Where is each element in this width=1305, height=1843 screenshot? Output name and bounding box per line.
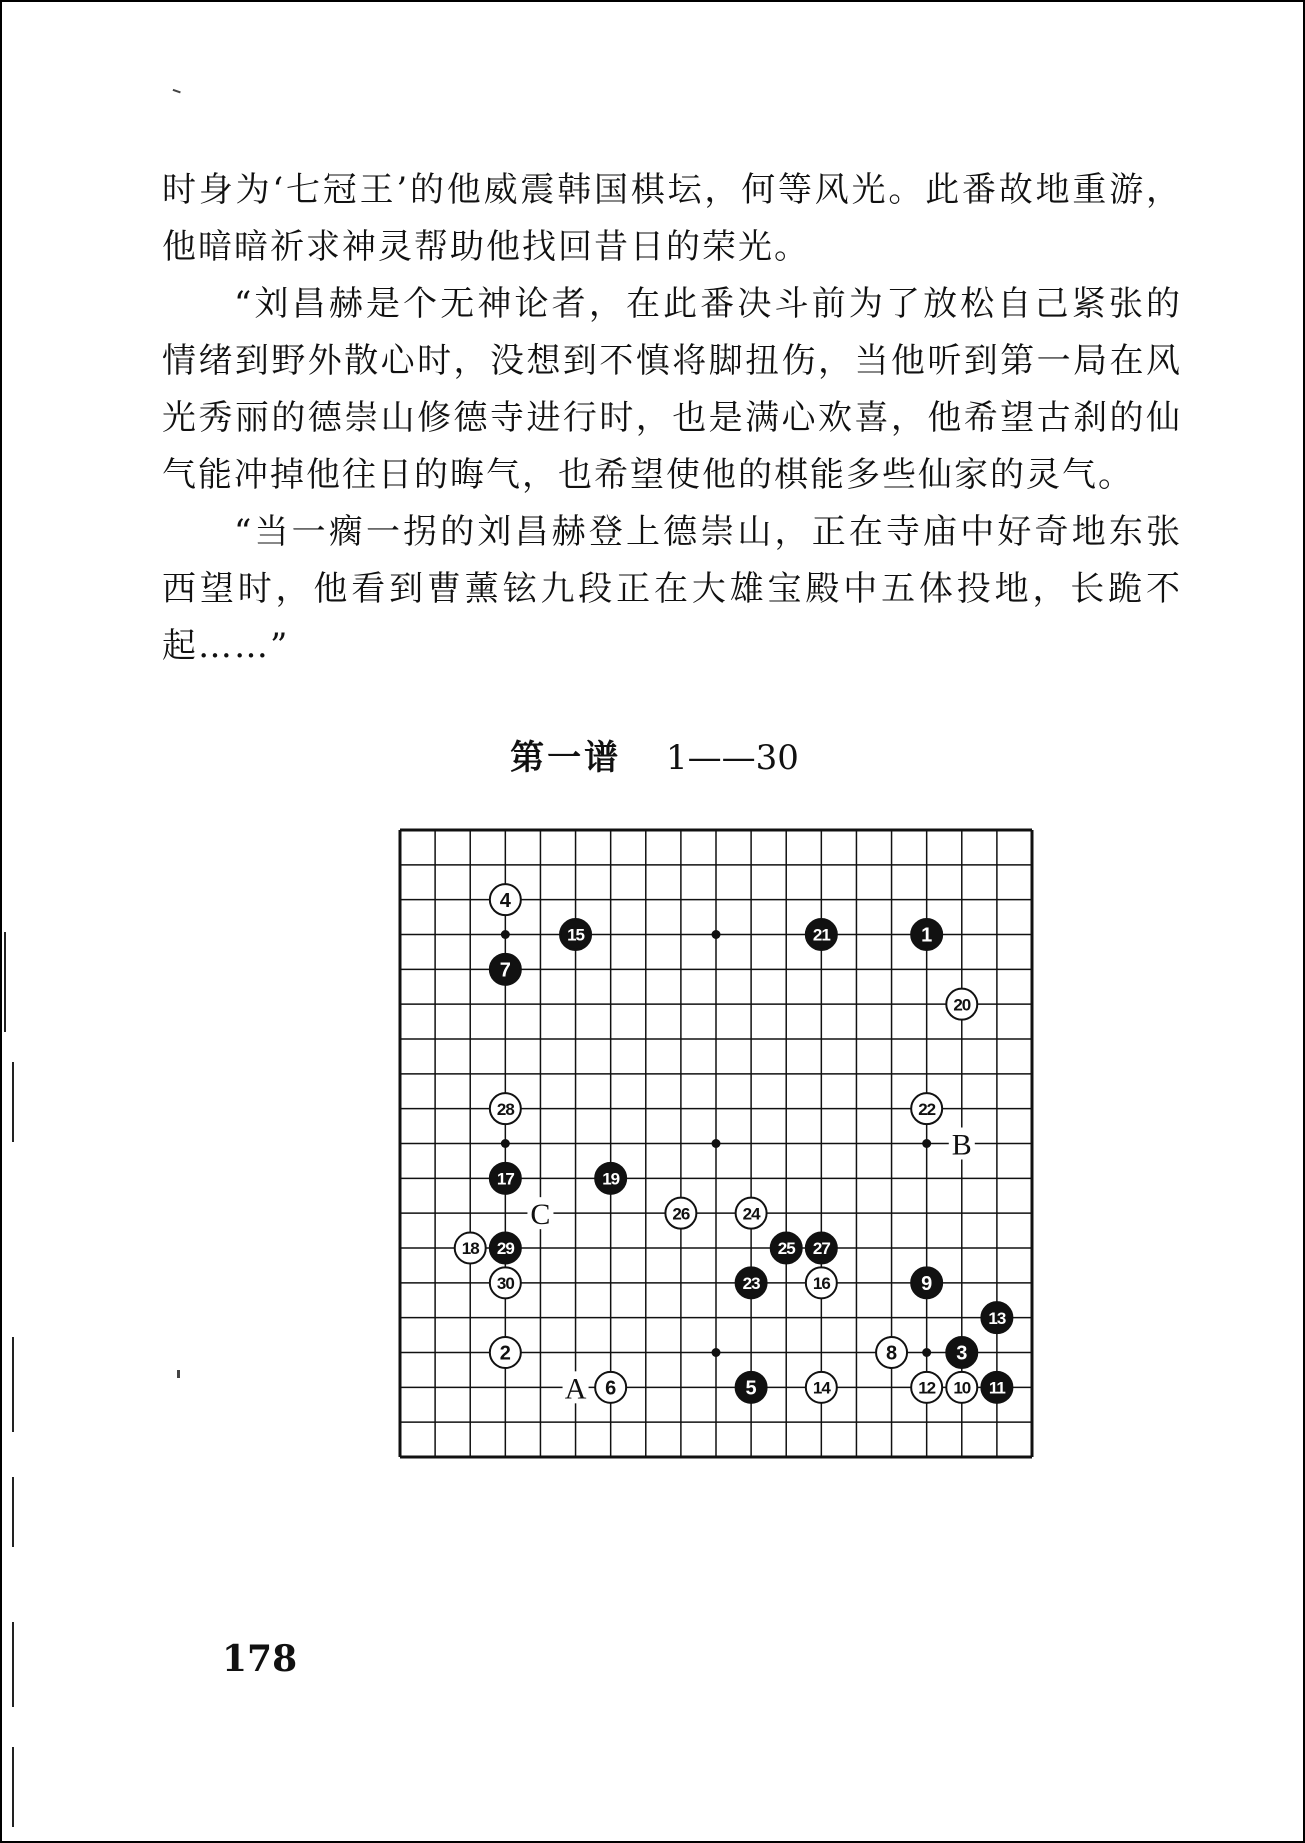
white-stone-20: [946, 989, 977, 1020]
board-letter-c: C: [530, 1198, 551, 1232]
body-text: [162, 162, 1182, 675]
black-stone-15: [560, 919, 591, 950]
left-edge-line: [12, 1477, 14, 1547]
stone-number: 6: [605, 1377, 617, 1400]
stone-number: 30: [496, 1273, 514, 1293]
stone-number: 9: [921, 1273, 933, 1296]
left-edge-line: [12, 1337, 14, 1432]
white-stone-10: [946, 1372, 977, 1403]
stone-number: 18: [461, 1239, 479, 1259]
star-point: [922, 1139, 931, 1148]
stone-number: 22: [918, 1099, 936, 1119]
white-stone-26: [665, 1198, 696, 1229]
star-point: [712, 930, 721, 939]
white-stone-30: [490, 1267, 521, 1298]
stone-number: 29: [496, 1239, 514, 1259]
black-stone-11: [981, 1372, 1012, 1403]
stone-number: 28: [496, 1099, 514, 1119]
page-number: 178: [222, 1638, 298, 1680]
stone-number: 13: [988, 1308, 1006, 1328]
stone-number: 20: [953, 995, 971, 1015]
stone-number: 7: [499, 959, 511, 982]
stone-number: 1: [921, 924, 933, 947]
star-point: [501, 930, 510, 939]
stone-number: 3: [956, 1342, 968, 1365]
stone-number: 16: [812, 1273, 830, 1293]
star-point: [922, 1348, 931, 1357]
white-stone-28: [490, 1093, 521, 1124]
star-point: [712, 1139, 721, 1148]
black-stone-17: [490, 1163, 521, 1194]
white-stone-2: [490, 1337, 521, 1368]
stone-number: 24: [742, 1204, 760, 1224]
stone-number: 12: [918, 1378, 936, 1398]
white-stone-24: [736, 1198, 767, 1229]
scan-speck: [177, 1370, 180, 1378]
left-edge-line: [4, 932, 6, 1032]
go-board-diagram: [400, 830, 1032, 1457]
stone-number: 19: [602, 1169, 620, 1189]
paragraph-3: “当一瘸一拐的刘昌赫登上德崇山，正在寺庙中好奇地东张西望时，他看到曹薰铉九段正在大雄宝殿中五体投地，长跪不起……”: [162, 512, 1182, 666]
stone-number: 10: [953, 1378, 971, 1398]
black-stone-19: [595, 1163, 626, 1194]
diagram-title: [2, 730, 1305, 779]
diagram-title-label: 第一谱: [510, 738, 622, 778]
stone-number: 4: [499, 889, 511, 912]
black-stone-29: [490, 1233, 521, 1264]
left-edge-line: [12, 1747, 14, 1827]
left-edge-line: [12, 1062, 14, 1142]
stone-number: 14: [812, 1378, 830, 1398]
black-stone-25: [771, 1233, 802, 1264]
diagram-move-range: 1——30: [665, 738, 799, 778]
stone-number: 17: [496, 1169, 514, 1189]
star-point: [712, 1348, 721, 1357]
black-stone-5: [736, 1372, 767, 1403]
stone-number: 11: [988, 1378, 1005, 1398]
paragraph-2: “刘昌赫是个无神论者，在此番决斗前为了放松自己紧张的情绪到野外散心时，没想到不慎将脚扭伤，当他听到第一局在风光秀丽的德崇山修德寺进行时，也是满心欢喜，他希望古刹的仙气能冲掉他往日的晦气，也希望使他的棋能多些仙家的灵气。: [162, 284, 1182, 495]
white-stone-16: [806, 1267, 837, 1298]
stone-number: 25: [777, 1239, 795, 1259]
white-stone-12: [911, 1372, 942, 1403]
white-stone-8: [876, 1337, 907, 1368]
stone-number: 2: [499, 1342, 511, 1365]
stone-number: 5: [745, 1377, 757, 1400]
white-stone-18: [455, 1233, 486, 1264]
scan-mark: [171, 89, 181, 97]
black-stone-3: [946, 1337, 977, 1368]
board-letter-a: A: [564, 1372, 587, 1406]
stone-number: 8: [885, 1342, 898, 1365]
board-letter-b: B: [951, 1128, 972, 1162]
paragraph-1: 时身为‘七冠王’的他威震韩国棋坛，何等风光。此番故地重游，他暗暗祈求神灵帮助他找回昔日的荣光。: [162, 170, 1182, 267]
stone-number: 15: [567, 925, 585, 945]
black-stone-21: [806, 919, 837, 950]
white-stone-14: [806, 1372, 837, 1403]
white-stone-22: [911, 1093, 942, 1124]
stone-number: 23: [742, 1273, 760, 1293]
black-stone-7: [490, 954, 521, 985]
black-stone-23: [736, 1267, 767, 1298]
black-stone-27: [806, 1233, 837, 1264]
black-stone-1: [911, 919, 942, 950]
stone-number: 26: [672, 1204, 690, 1224]
black-stone-9: [911, 1267, 942, 1298]
white-stone-6: [595, 1372, 626, 1403]
white-stone-4: [490, 884, 521, 915]
stone-number: 21: [812, 925, 830, 945]
star-point: [501, 1139, 510, 1148]
left-edge-line: [12, 1622, 14, 1707]
stone-number: 27: [812, 1239, 830, 1259]
black-stone-13: [981, 1302, 1012, 1333]
